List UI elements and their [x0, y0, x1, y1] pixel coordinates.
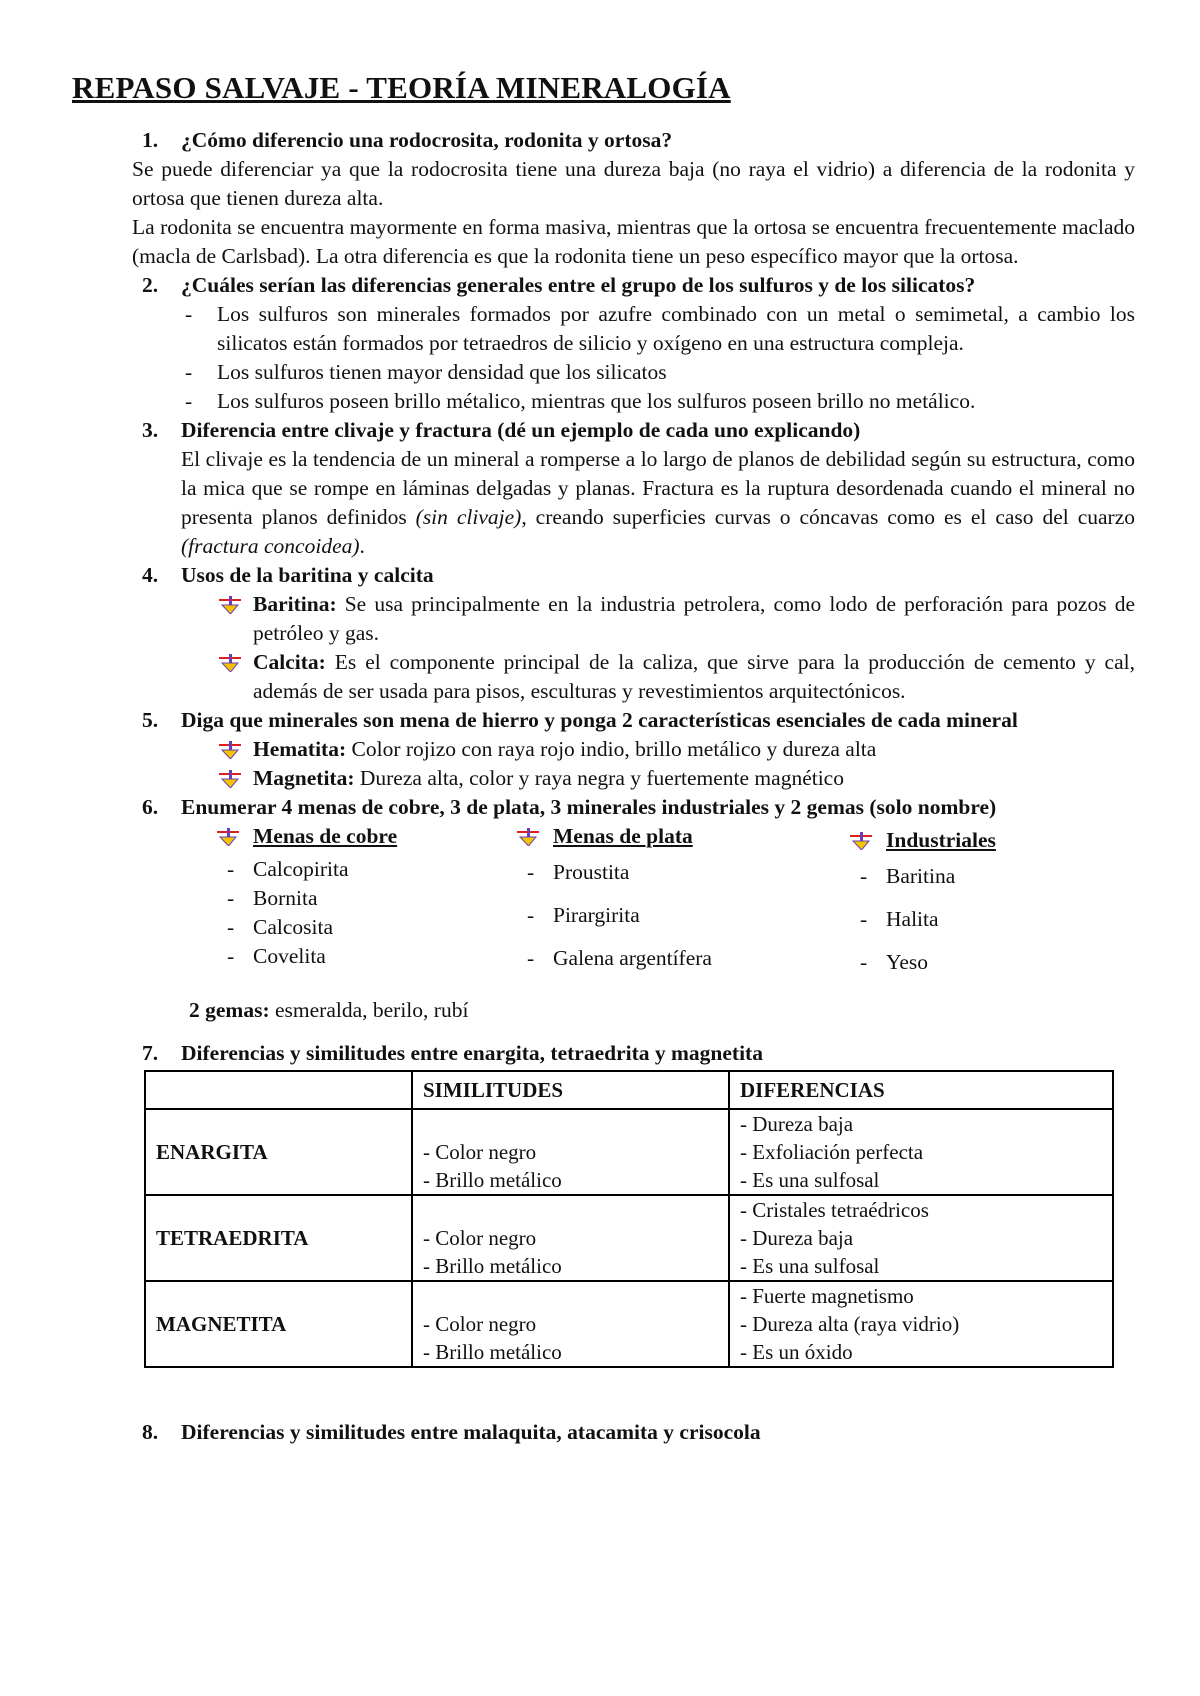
list-item: - Los sulfuros poseen brillo métalico, mientras que los sulfuros poseen brillo no metálico.	[181, 387, 1135, 416]
silver-ores-column	[517, 822, 712, 980]
industrial-minerals-list	[850, 855, 996, 984]
page-title: REPASO SALVAJE - TEORÍA MINERALOGÍA	[72, 70, 731, 105]
list-item: - Yeso	[850, 941, 996, 984]
list-item: - Los sulfuros tienen mayor densidad que los silicatos	[181, 358, 1135, 387]
gems-line: 2 gemas: esmeralda, berilo, rubí	[189, 998, 469, 1022]
industrial-minerals-column	[850, 826, 996, 984]
question-6: 6. Enumerar 4 menas de cobre, 3 de plata, 3 minerales industriales y 2 gemas (solo nombre)	[142, 795, 997, 819]
table-header-cell	[145, 1071, 412, 1109]
arrow-bullet-icon	[219, 741, 241, 759]
list-item: Calcita: Es el componente principal de la caliza, que sirve para la producción de cemento y cal, además de ser usada para pisos, esculturas y revestimientos arquitectónicos.	[217, 648, 1135, 706]
list-item: - Los sulfuros son minerales formados por azufre combinado con un metal o semimetal, a cambio los silicatos están formados por tetraedros de silicio y oxígeno en una estructura compleja.	[181, 300, 1135, 358]
differences-cell: - Fuerte magnetismo - Dureza alta (raya vidrio) - Es un óxido	[729, 1281, 1113, 1367]
list-item: Baritina: Se usa principalmente en la industria petrolera, como lodo de perforación para pozos de petróleo y gas.	[217, 590, 1135, 648]
list-item: - Halita	[850, 898, 996, 941]
answer-1-paragraph-1: Se puede diferenciar ya que la rodocrosita tiene una dureza baja (no raya el vidrio) a diferencia de la rodonita y ortosa que tienen dureza alta.	[132, 157, 1135, 210]
list-item: - Calcopirita	[217, 855, 397, 884]
table-header-cell: DIFERENCIAS	[729, 1071, 1113, 1109]
silver-ores-heading: Menas de plata	[517, 822, 693, 851]
comparison-table	[144, 1070, 1114, 1368]
differences-cell: - Cristales tetraédricos - Dureza baja - Es una sulfosal	[729, 1195, 1113, 1281]
question-8: 8. Diferencias y similitudes entre malaquita, atacamita y crisocola	[142, 1420, 761, 1444]
similarities-cell: - Color negro - Brillo metálico	[412, 1281, 729, 1367]
copper-ores-list	[217, 855, 397, 971]
table-row	[145, 1195, 1113, 1281]
list-item: - Galena argentífera	[517, 937, 712, 980]
differences-cell: - Dureza baja - Exfoliación perfecta - Es una sulfosal	[729, 1109, 1113, 1195]
list-item: - Baritina	[850, 855, 996, 898]
list-item: Magnetita: Dureza alta, color y raya negra y fuertemente magnético	[217, 764, 1135, 793]
answer-3-paragraph: El clivaje es la tendencia de un mineral a romperse a lo largo de planos de debilidad según su estructura, como la mica que se rompe en láminas delgadas y planas. Fractura es la ruptura desordenada cuando el mineral no presenta planos definidos (sin clivaje), creando superficies curvas o cóncavas como es el caso del cuarzo (fractura concoidea).	[181, 447, 1135, 558]
question-7: 7. Diferencias y similitudes entre enargita, tetraedrita y magnetita	[142, 1041, 763, 1065]
silver-ores-list	[517, 851, 712, 980]
list-item: - Covelita	[217, 942, 397, 971]
copper-ores-column	[217, 822, 397, 971]
mineral-cell: TETRAEDRITA	[145, 1195, 412, 1281]
similarities-cell: - Color negro - Brillo metálico	[412, 1195, 729, 1281]
question-2: 2. ¿Cuáles serían las diferencias generales entre el grupo de los sulfuros y de los silicatos?	[142, 273, 976, 297]
mineral-cell: ENARGITA	[145, 1109, 412, 1195]
industrial-minerals-heading: Industriales	[850, 826, 996, 855]
mineral-columns	[145, 822, 1135, 980]
arrow-bullet-icon	[850, 832, 872, 850]
copper-ores-heading: Menas de cobre	[217, 822, 397, 851]
answer-2-list	[145, 300, 1135, 416]
arrow-bullet-icon	[219, 654, 241, 672]
table-header-row	[145, 1071, 1113, 1109]
question-1: 1. ¿Cómo diferencio una rodocrosita, rodonita y ortosa?	[142, 128, 673, 152]
list-item: - Proustita	[517, 851, 712, 894]
list-item: - Calcosita	[217, 913, 397, 942]
answer-4-list	[145, 590, 1135, 706]
list-item: - Bornita	[217, 884, 397, 913]
arrow-bullet-icon	[217, 828, 239, 846]
table-header-cell: SIMILITUDES	[412, 1071, 729, 1109]
arrow-bullet-icon	[219, 596, 241, 614]
document-body	[132, 126, 1135, 1447]
similarities-cell: - Color negro - Brillo metálico	[412, 1109, 729, 1195]
table-row	[145, 1281, 1113, 1367]
list-item: Hematita: Color rojizo con raya rojo indio, brillo metálico y dureza alta	[217, 735, 1135, 764]
arrow-bullet-icon	[517, 828, 539, 846]
answer-5-list	[145, 735, 1135, 793]
question-3: 3. Diferencia entre clivaje y fractura (dé un ejemplo de cada uno explicando)	[142, 418, 861, 442]
question-4: 4. Usos de la baritina y calcita	[142, 563, 434, 587]
arrow-bullet-icon	[219, 770, 241, 788]
table-row	[145, 1109, 1113, 1195]
mineral-cell: MAGNETITA	[145, 1281, 412, 1367]
list-item: - Pirargirita	[517, 894, 712, 937]
question-5: 5. Diga que minerales son mena de hierro y ponga 2 características esenciales de cada mineral	[142, 708, 1018, 732]
answer-1-paragraph-2: La rodonita se encuentra mayormente en forma masiva, mientras que la ortosa se encuentra frecuentemente maclado (macla de Carlsbad). La otra diferencia es que la rodonita tiene un peso específico mayor que la ortosa.	[132, 215, 1135, 268]
